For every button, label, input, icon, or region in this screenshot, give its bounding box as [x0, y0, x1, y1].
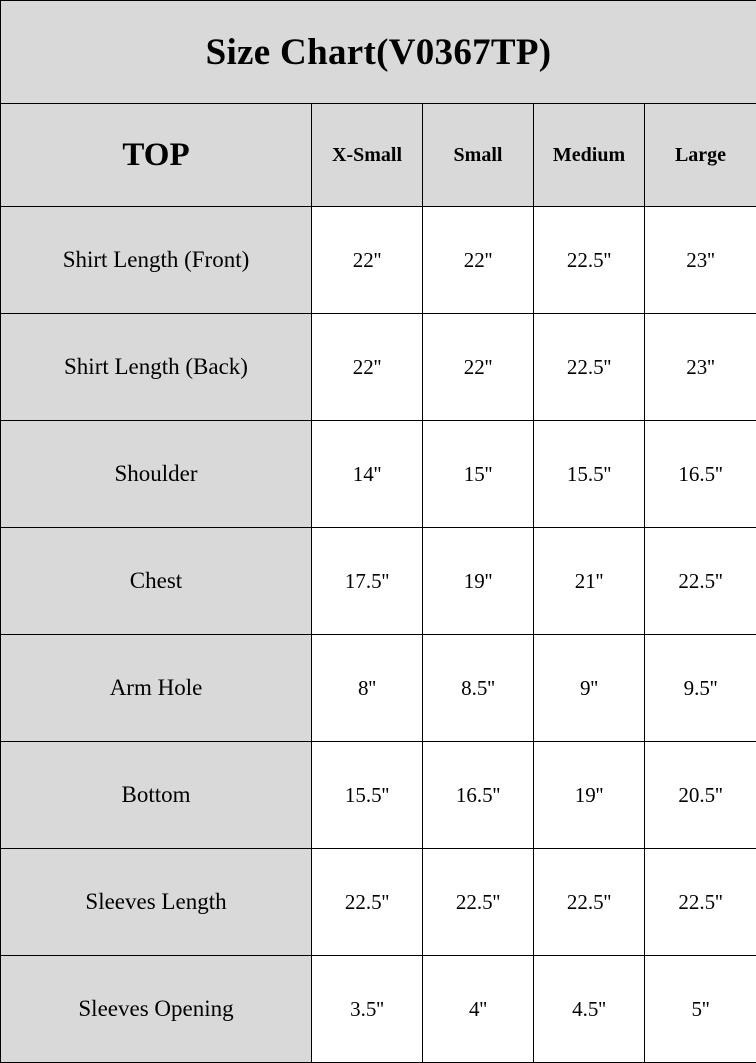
column-header-medium: Medium: [534, 104, 645, 207]
cell-value: 23'': [645, 207, 756, 314]
row-label: Bottom: [1, 742, 312, 849]
table-row: [1, 956, 756, 1063]
table-row: [1, 207, 756, 314]
cell-value: 22.5'': [312, 849, 423, 956]
cell-value: 17.5'': [312, 528, 423, 635]
column-header-large: Large: [645, 104, 756, 207]
column-header-small: Small: [423, 104, 534, 207]
cell-value: 22.5'': [534, 849, 645, 956]
table-row: [1, 849, 756, 956]
cell-value: 19'': [534, 742, 645, 849]
cell-value: 4.5'': [534, 956, 645, 1063]
table-row: [1, 314, 756, 421]
cell-value: 4'': [423, 956, 534, 1063]
table-row: [1, 635, 756, 742]
row-label: Shirt Length (Front): [1, 207, 312, 314]
cell-value: 15'': [423, 421, 534, 528]
cell-value: 22.5'': [645, 849, 756, 956]
cell-value: 22.5'': [423, 849, 534, 956]
column-header-x-small: X-Small: [312, 104, 423, 207]
cell-value: 3.5'': [312, 956, 423, 1063]
cell-value: 22'': [312, 207, 423, 314]
row-label: Arm Hole: [1, 635, 312, 742]
cell-value: 15.5'': [534, 421, 645, 528]
cell-value: 8.5'': [423, 635, 534, 742]
table-row: [1, 421, 756, 528]
cell-value: 8'': [312, 635, 423, 742]
cell-value: 22.5'': [645, 528, 756, 635]
title-row: [1, 1, 756, 104]
cell-value: 16.5'': [423, 742, 534, 849]
cell-value: 22.5'': [534, 207, 645, 314]
cell-value: 9'': [534, 635, 645, 742]
cell-value: 23'': [645, 314, 756, 421]
cell-value: 22'': [423, 314, 534, 421]
row-label: Chest: [1, 528, 312, 635]
cell-value: 16.5'': [645, 421, 756, 528]
cell-value: 14'': [312, 421, 423, 528]
chart-title: Size Chart(V0367TP): [1, 1, 756, 104]
cell-value: 22'': [312, 314, 423, 421]
cell-value: 21'': [534, 528, 645, 635]
cell-value: 22.5'': [534, 314, 645, 421]
cell-value: 20.5'': [645, 742, 756, 849]
row-label: Sleeves Length: [1, 849, 312, 956]
table-row: [1, 528, 756, 635]
section-label: TOP: [1, 104, 312, 207]
cell-value: 19'': [423, 528, 534, 635]
row-label: Shirt Length (Back): [1, 314, 312, 421]
header-row: [1, 104, 756, 207]
cell-value: 9.5'': [645, 635, 756, 742]
cell-value: 15.5'': [312, 742, 423, 849]
row-label: Sleeves Opening: [1, 956, 312, 1063]
row-label: Shoulder: [1, 421, 312, 528]
table-row: [1, 742, 756, 849]
cell-value: 22'': [423, 207, 534, 314]
cell-value: 5'': [645, 956, 756, 1063]
